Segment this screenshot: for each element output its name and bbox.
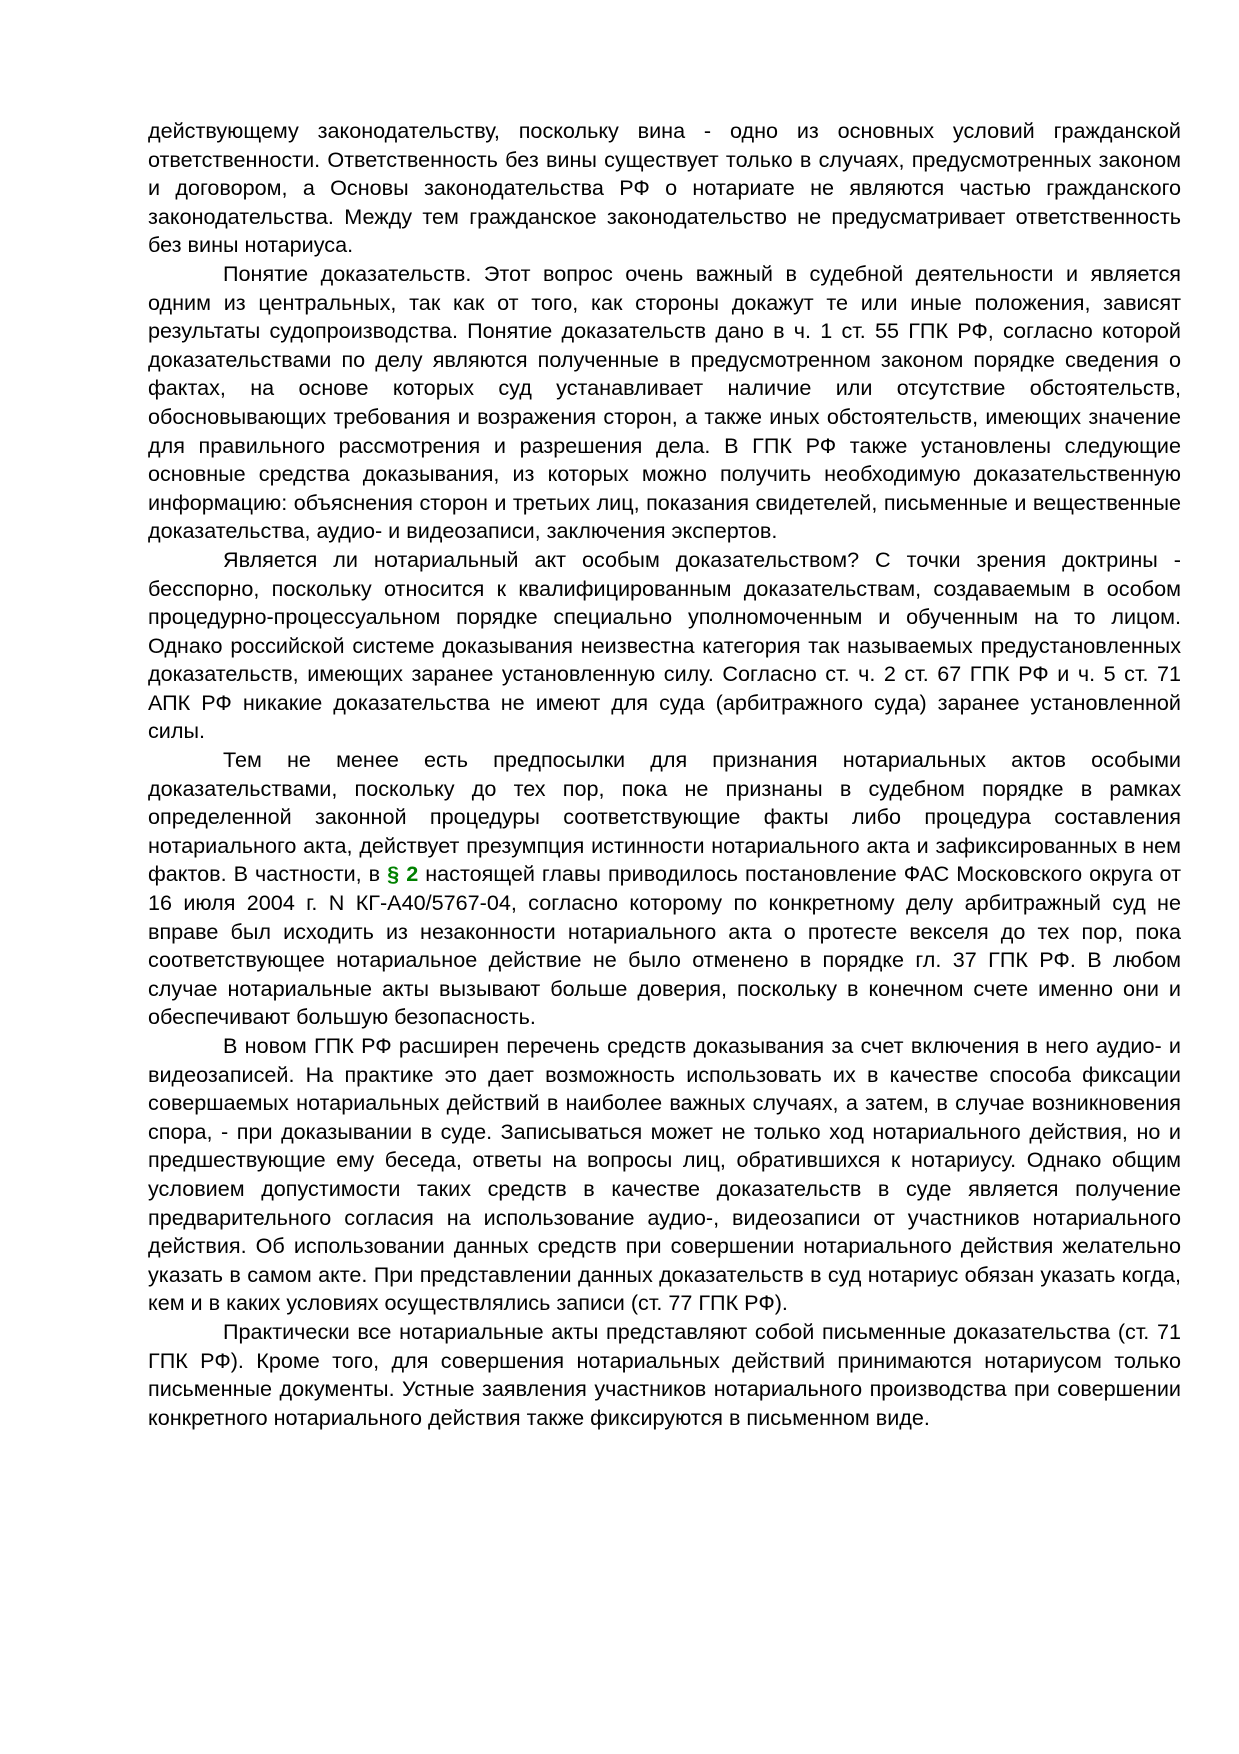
paragraph-2: Понятие доказательств. Этот вопрос очень важный в судебной деятельности и является одним из центральных, так как от того, как стороны докажут те или иные положения, зависят результаты судопроизводства. Понятие доказательств дано в ч. 1 ст. 55 ГПК РФ, согласно которой доказательствами по делу являются полученные в предусмотренном законом порядке сведения о фактах, на основе которых суд устанавливает наличие или отсутствие обстоятельств, обосновывающих требования и возражения сторон, а также иных обстоятельств, имеющих значение для правильного рассмотрения и разрешения дела. В ГПК РФ также установлены следующие основные средства доказывания, из которых можно получить необходимую доказательственную информацию: объяснения сторон и третьих лиц, показания свидетелей, письменные и вещественные доказательства, аудио- и видеозаписи, заключения экспертов.: [148, 260, 1181, 544]
paragraph-5: В новом ГПК РФ расширен перечень средств доказывания за счет включения в него аудио- и видеозаписей. На практике это дает возможность использовать их в качестве способа фиксации совершаемых нотариальных действий в наиболее важных случаях, а затем, в случае возникновения спора, - при доказывании в суде. Записываться может не только ход нотариального действия, но и предшествующие ему беседа, ответы на вопросы лиц, обратившихся к нотариусу. Однако общим условием допустимости таких средств в качестве доказательств в суде является получение предварительного согласия на использование аудио-, видеозаписи от участников нотариального действия. Об использовании данных средств при совершении нотариального действия желательно указать в самом акте. При представлении данных доказательств в суд нотариус обязан указать когда, кем и в каких условиях осуществлялись записи (ст. 77 ГПК РФ).: [148, 1033, 1181, 1316]
paragraph-4-text-before: Тем не менее есть предпосылки для признания нотариальных актов особыми доказательствами, поскольку до тех пор, пока не признаны в судебном порядке в рамках определенной законной процедуры соответствующие факты либо процедура составления нотариального акта, действует презумпция истинности нотариального акта и зафиксированных в нем фактов. В частности, в: [148, 747, 1181, 887]
paragraph-3: Является ли нотариальный акт особым доказательством? С точки зрения доктрины - бесспорно, поскольку относится к квалифицированным доказательствам, создаваемым в особом процедурно-процессуальном порядке специально уполномоченным и обученным на то лицом. Однако российской системе доказывания неизвестна категория так называемых предустановленных доказательств, имеющих заранее установленную силу. Согласно ст. ч. 2 ст. 67 ГПК РФ и ч. 5 ст. 71 АПК РФ никакие доказательства не имеют для суда (арбитражного суда) заранее установленной силы.: [148, 546, 1181, 744]
section-2-link[interactable]: § 2: [387, 861, 419, 887]
paragraph-4: [148, 746, 1181, 1032]
document-page: [148, 117, 1181, 1432]
paragraph-4-text-after: настоящей главы приводилось постановление ФАС Московского округа от 16 июля 2004 г. N КГ-А40/5767-04, согласно которому по конкретному делу арбитражный суд не вправе был исходить из незаконности нотариального акта о протесте векселя до тех пор, пока соответствующее нотариальное действие не было отменено в порядке гл. 37 ГПК РФ. В любом случае нотариальные акты вызывают больше доверия, поскольку в конечном счете именно они и обеспечивают большую безопасность.: [148, 861, 1181, 1030]
paragraph-6: Практически все нотариальные акты представляют собой письменные доказательства (ст. 71 ГПК РФ). Кроме того, для совершения нотариальных действий принимаются нотариусом только письменные документы. Устные заявления участников нотариального производства при совершении конкретного нотариального действия также фиксируются в письменном виде.: [148, 1318, 1181, 1430]
paragraph-1: действующему законодательству, поскольку вина - одно из основных условий гражданской ответственности. Ответственность без вины существует только в случаях, предусмотренных законом и договором, а Основы законодательства РФ о нотариате не являются частью гражданского законодательства. Между тем гражданское законодательство не предусматривает ответственность без вины нотариуса.: [148, 118, 1181, 258]
